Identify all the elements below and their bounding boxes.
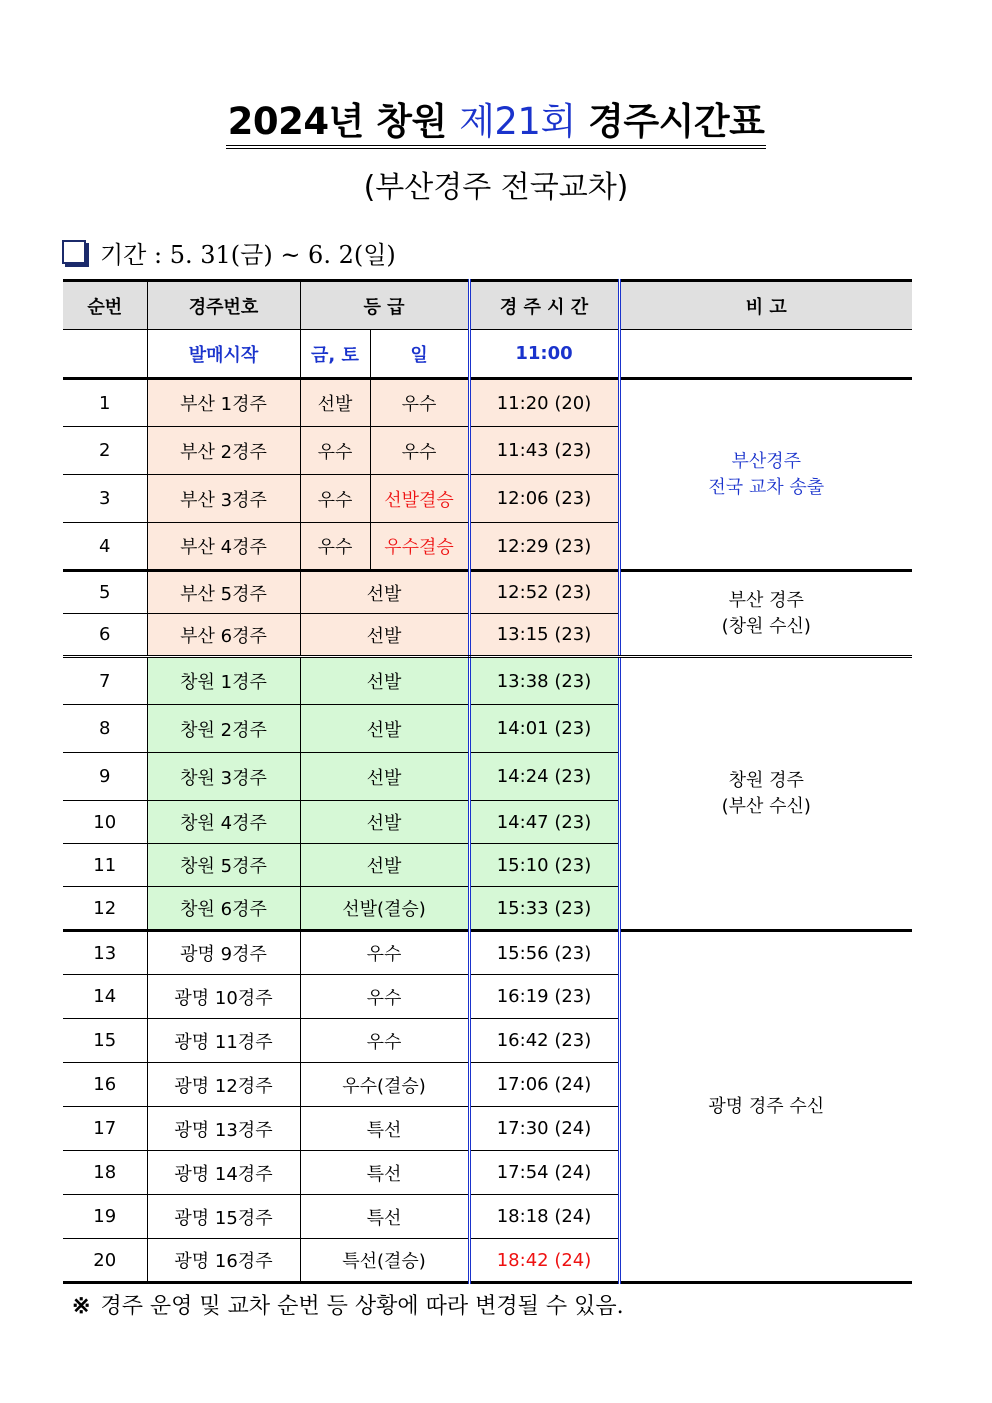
row-seq: 6 bbox=[63, 614, 147, 657]
row-seq: 19 bbox=[63, 1195, 147, 1239]
row-race: 부산 6경주 bbox=[147, 614, 300, 657]
row-grade: 특선 bbox=[300, 1195, 469, 1239]
checkbox-icon bbox=[62, 240, 86, 264]
row-race: 부산 2경주 bbox=[147, 427, 300, 475]
header-race: 경주번호 bbox=[147, 281, 300, 330]
sale-seq bbox=[63, 330, 147, 379]
row-grade: 선발 bbox=[300, 705, 469, 753]
row-time: 14:01 (23) bbox=[469, 705, 619, 753]
row-time: 16:19 (23) bbox=[469, 975, 619, 1019]
row-race: 창원 4경주 bbox=[147, 801, 300, 844]
row-race: 광명 15경주 bbox=[147, 1195, 300, 1239]
sale-start-row bbox=[63, 330, 912, 379]
row-time: 12:29 (23) bbox=[469, 523, 619, 571]
row-time: 15:10 (23) bbox=[469, 844, 619, 887]
row-grade-sun: 우수 bbox=[370, 379, 469, 427]
row-grade: 선발 bbox=[300, 753, 469, 801]
row-time: 15:56 (23) bbox=[469, 931, 619, 975]
row-race: 부산 4경주 bbox=[147, 523, 300, 571]
row-race: 광명 14경주 bbox=[147, 1151, 300, 1195]
footnote bbox=[72, 1289, 624, 1320]
row-time: 17:54 (24) bbox=[469, 1151, 619, 1195]
row-time: 13:15 (23) bbox=[469, 614, 619, 657]
title-accent: 제21회 bbox=[459, 100, 576, 143]
header-seq: 순번 bbox=[63, 281, 147, 330]
row-seq: 20 bbox=[63, 1239, 147, 1283]
row-seq: 13 bbox=[63, 931, 147, 975]
title-suffix: 경주시간표 bbox=[575, 100, 765, 143]
row-seq: 8 bbox=[63, 705, 147, 753]
sale-days-fri-sat: 금, 토 bbox=[300, 330, 370, 379]
row-seq: 12 bbox=[63, 887, 147, 931]
row-grade-fri-sat: 우수 bbox=[300, 523, 370, 571]
table-row bbox=[63, 931, 912, 975]
period-line bbox=[62, 236, 396, 268]
row-grade: 우수(결승) bbox=[300, 1063, 469, 1107]
row-grade: 특선 bbox=[300, 1107, 469, 1151]
row-seq: 5 bbox=[63, 571, 147, 614]
remark-line: 부산 경주 bbox=[728, 589, 804, 611]
row-seq: 1 bbox=[63, 379, 147, 427]
row-seq: 7 bbox=[63, 657, 147, 705]
footnote-text: 경주 운영 및 교차 순번 등 상황에 따라 변경될 수 있음. bbox=[100, 1294, 624, 1319]
row-race: 창원 6경주 bbox=[147, 887, 300, 931]
title-prefix: 2024년 창원 bbox=[227, 100, 460, 143]
row-time: 18:18 (24) bbox=[469, 1195, 619, 1239]
remark-group-3 bbox=[619, 657, 912, 931]
row-grade: 선발 bbox=[300, 801, 469, 844]
row-time: 17:06 (24) bbox=[469, 1063, 619, 1107]
row-race: 창원 1경주 bbox=[147, 657, 300, 705]
row-grade-sun: 우수결승 bbox=[370, 523, 469, 571]
reference-mark-icon: ※ bbox=[72, 1293, 91, 1319]
sale-day-sun: 일 bbox=[370, 330, 469, 379]
row-grade: 선발 bbox=[300, 657, 469, 705]
remark-group-1 bbox=[619, 379, 912, 571]
remark-group-2 bbox=[619, 571, 912, 657]
remark-line: 전국 교차 송출 bbox=[708, 476, 825, 498]
row-seq: 3 bbox=[63, 475, 147, 523]
row-grade-fri-sat: 우수 bbox=[300, 475, 370, 523]
row-race: 창원 2경주 bbox=[147, 705, 300, 753]
row-seq: 16 bbox=[63, 1063, 147, 1107]
sale-time: 11:00 bbox=[469, 330, 619, 379]
table-header-row bbox=[63, 281, 912, 330]
row-seq: 4 bbox=[63, 523, 147, 571]
remark-group-4: 광명 경주 수신 bbox=[619, 931, 912, 1283]
row-race: 부산 1경주 bbox=[147, 379, 300, 427]
row-seq: 2 bbox=[63, 427, 147, 475]
row-race: 광명 12경주 bbox=[147, 1063, 300, 1107]
race-schedule-table bbox=[63, 279, 912, 1284]
table-row bbox=[63, 379, 912, 427]
header-grade: 등 급 bbox=[300, 281, 469, 330]
row-seq: 14 bbox=[63, 975, 147, 1019]
row-race: 광명 10경주 bbox=[147, 975, 300, 1019]
header-remark: 비 고 bbox=[619, 281, 912, 330]
row-race: 부산 3경주 bbox=[147, 475, 300, 523]
page-title bbox=[0, 100, 992, 149]
row-time: 13:38 (23) bbox=[469, 657, 619, 705]
row-race: 부산 5경주 bbox=[147, 571, 300, 614]
remark-line: (부산 수신) bbox=[721, 795, 811, 817]
row-race: 광명 16경주 bbox=[147, 1239, 300, 1283]
table-row bbox=[63, 571, 912, 614]
row-seq: 15 bbox=[63, 1019, 147, 1063]
row-race: 광명 11경주 bbox=[147, 1019, 300, 1063]
row-time: 11:20 (20) bbox=[469, 379, 619, 427]
remark-line: (창원 수신) bbox=[721, 615, 811, 637]
row-seq: 17 bbox=[63, 1107, 147, 1151]
row-time: 16:42 (23) bbox=[469, 1019, 619, 1063]
row-time: 12:06 (23) bbox=[469, 475, 619, 523]
page-subtitle: (부산경주 전국교차) bbox=[363, 170, 629, 205]
row-grade-fri-sat: 선발 bbox=[300, 379, 370, 427]
header-time: 경 주 시 간 bbox=[469, 281, 619, 330]
table-row bbox=[63, 657, 912, 705]
sale-remark bbox=[619, 330, 912, 379]
row-grade: 우수 bbox=[300, 1019, 469, 1063]
row-grade: 선발 bbox=[300, 571, 469, 614]
row-time: 17:30 (24) bbox=[469, 1107, 619, 1151]
row-grade: 선발 bbox=[300, 614, 469, 657]
row-grade: 특선(결승) bbox=[300, 1239, 469, 1283]
row-race: 창원 3경주 bbox=[147, 753, 300, 801]
sale-label: 발매시작 bbox=[147, 330, 300, 379]
row-seq: 10 bbox=[63, 801, 147, 844]
row-time: 12:52 (23) bbox=[469, 571, 619, 614]
row-grade: 선발(결승) bbox=[300, 887, 469, 931]
row-time: 15:33 (23) bbox=[469, 887, 619, 931]
row-time: 14:47 (23) bbox=[469, 801, 619, 844]
row-grade: 우수 bbox=[300, 931, 469, 975]
row-grade: 선발 bbox=[300, 844, 469, 887]
row-race: 창원 5경주 bbox=[147, 844, 300, 887]
row-seq: 11 bbox=[63, 844, 147, 887]
row-race: 광명 9경주 bbox=[147, 931, 300, 975]
period-text: 기간 : 5. 31(금) ~ 6. 2(일) bbox=[100, 240, 396, 269]
row-grade: 특선 bbox=[300, 1151, 469, 1195]
remark-line: 부산경주 bbox=[731, 450, 802, 472]
row-grade-sun: 선발결승 bbox=[370, 475, 469, 523]
row-seq: 9 bbox=[63, 753, 147, 801]
row-time: 14:24 (23) bbox=[469, 753, 619, 801]
row-race: 광명 13경주 bbox=[147, 1107, 300, 1151]
row-grade-fri-sat: 우수 bbox=[300, 427, 370, 475]
row-seq: 18 bbox=[63, 1151, 147, 1195]
remark-line: 창원 경주 bbox=[728, 769, 804, 791]
row-grade-sun: 우수 bbox=[370, 427, 469, 475]
row-time: 18:42 (24) bbox=[469, 1239, 619, 1283]
row-grade: 우수 bbox=[300, 975, 469, 1019]
row-time: 11:43 (23) bbox=[469, 427, 619, 475]
